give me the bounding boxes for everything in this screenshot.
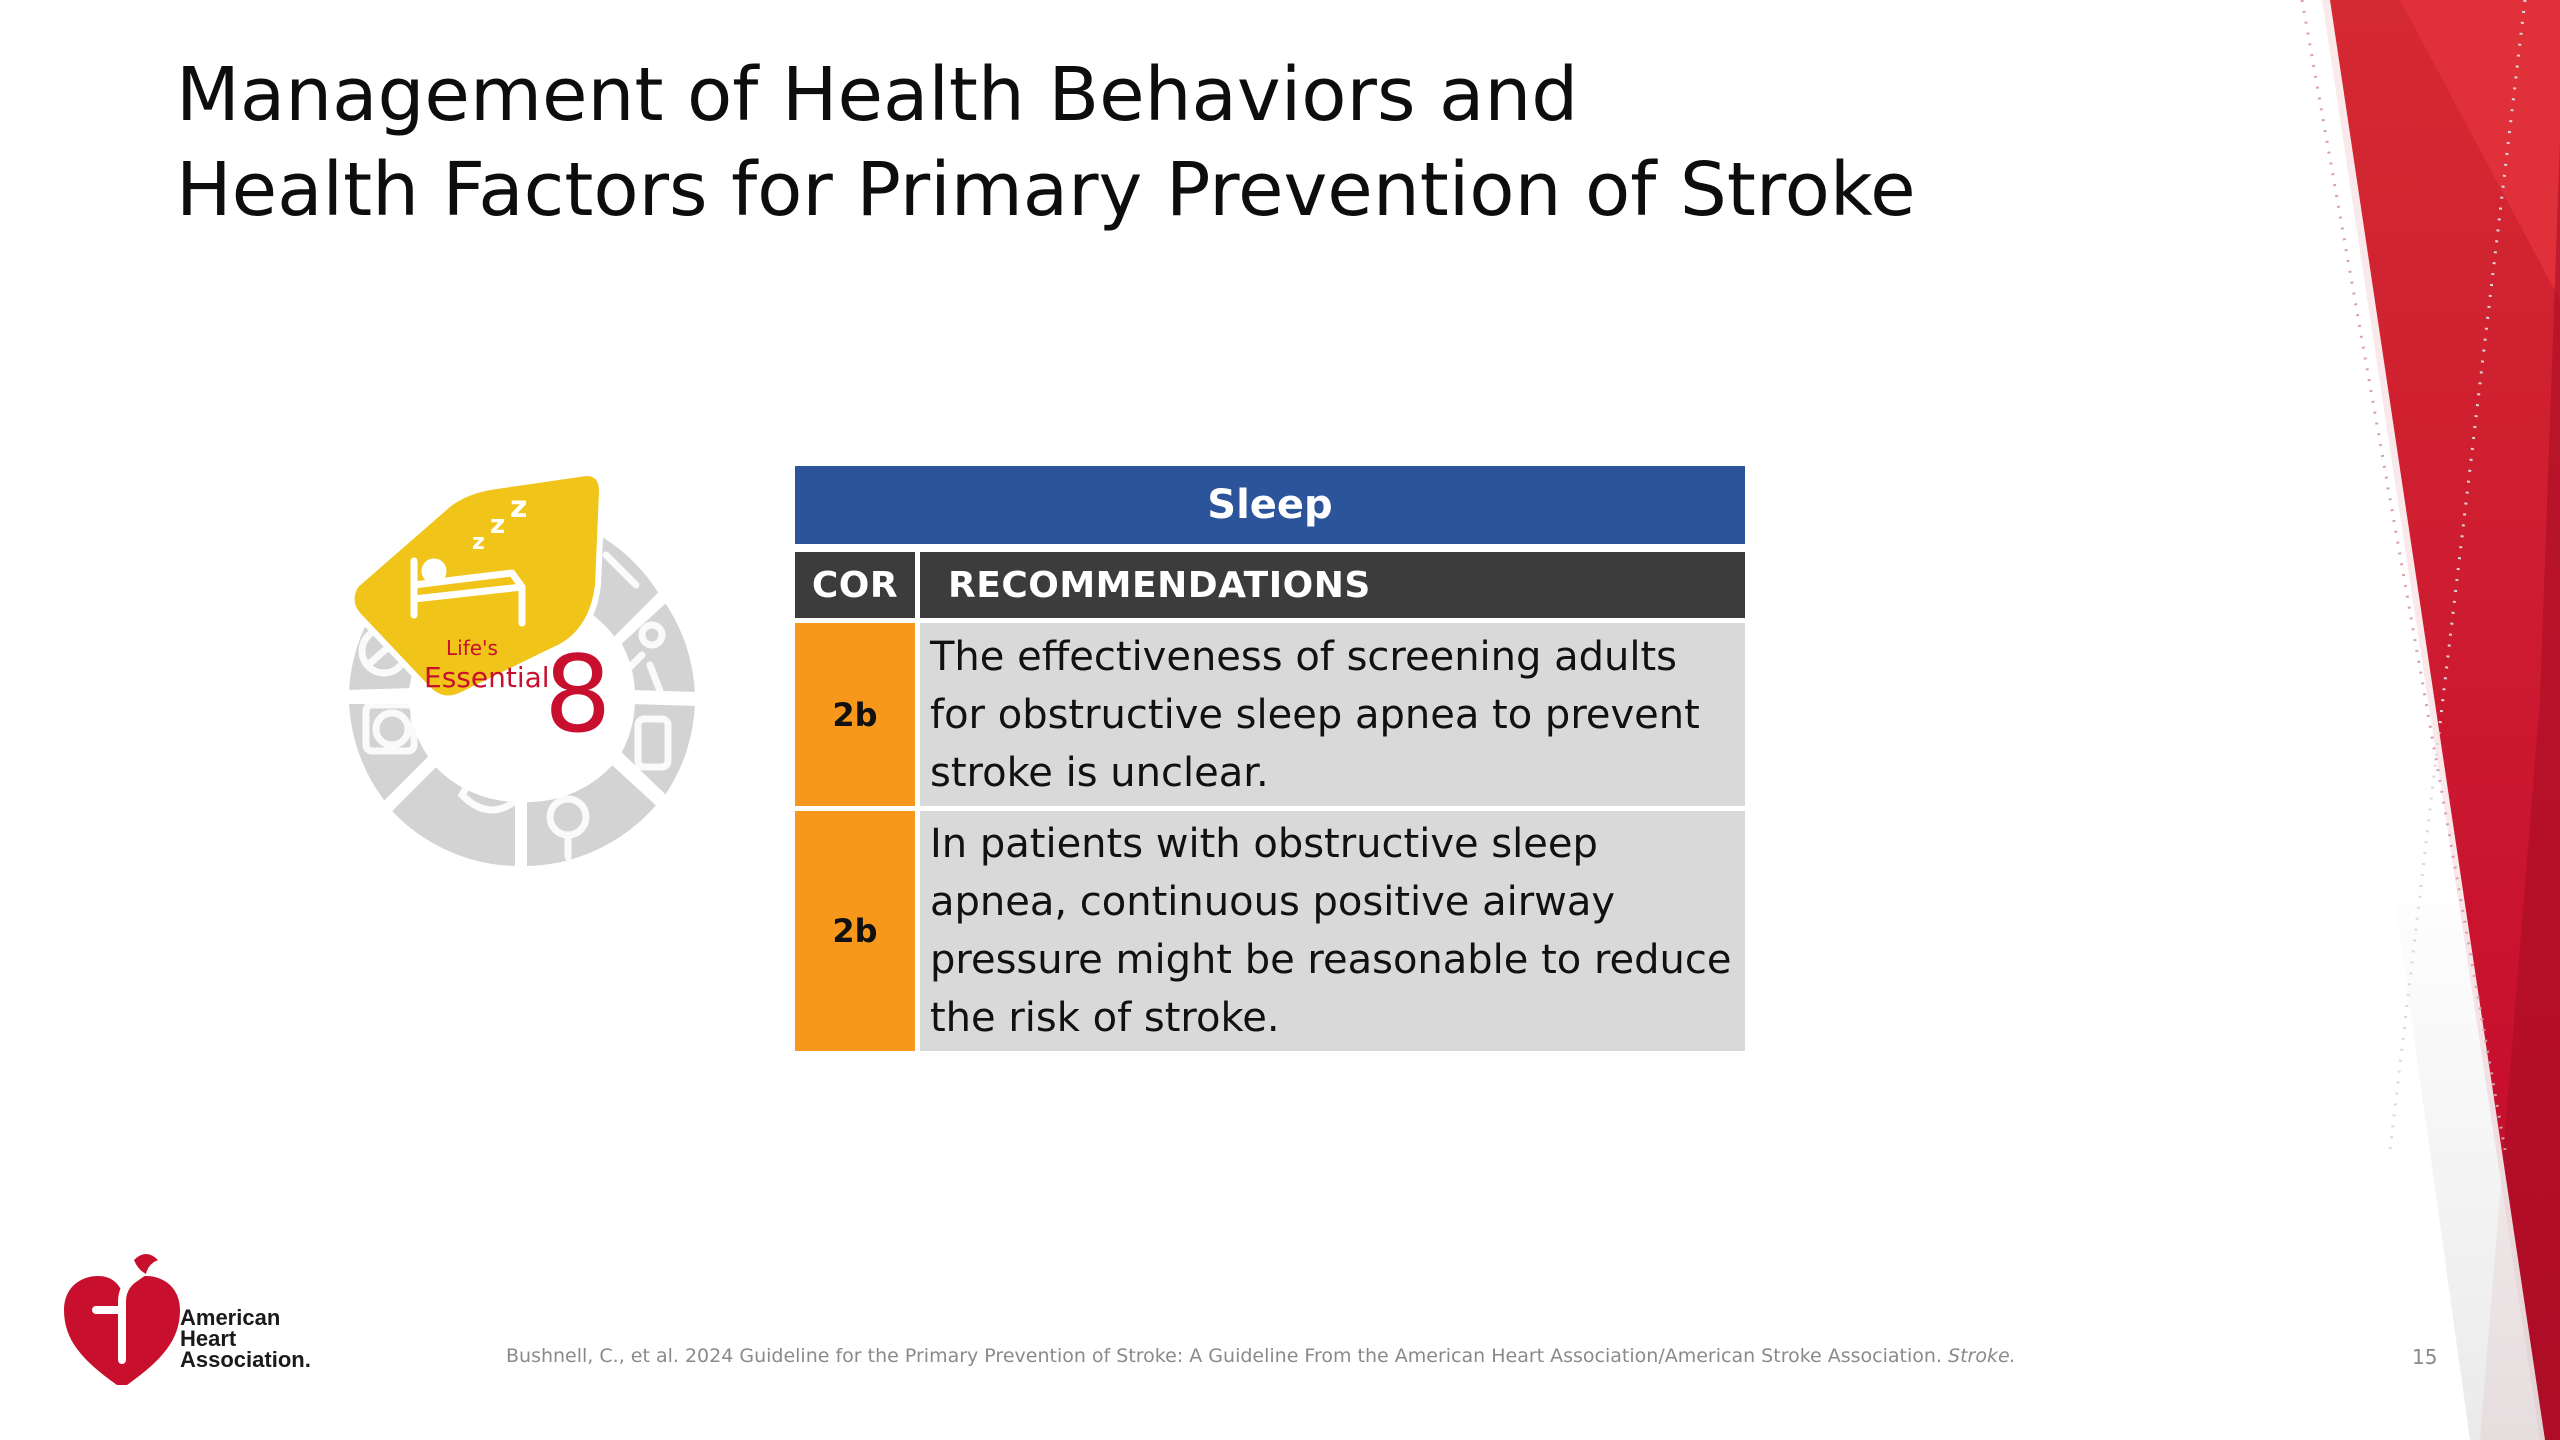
citation (506, 1345, 2016, 1367)
aha-wordmark-line-2: Heart (180, 1326, 237, 1351)
svg-text:z: z (472, 530, 485, 555)
badge-numeral: 8 (544, 633, 612, 756)
aha-wordmark-line-1: American (180, 1305, 281, 1330)
lifes-essential-8-badge (322, 465, 722, 885)
torch-flame-icon (134, 1254, 158, 1274)
recommendations-table (795, 466, 1745, 1056)
table-header-sleep: Sleep (795, 466, 1745, 552)
recommendation-text: In patients with obstructive sleep apnea, continuous positive airway pressure might be reasonable to reduce the risk of stroke. (920, 811, 1745, 1056)
aha-wordmark-line-3: Association. (180, 1347, 311, 1372)
citation-journal: Stroke. (1948, 1345, 2016, 1367)
slide-title (176, 48, 2076, 238)
svg-text:z: z (490, 510, 506, 540)
badge-large-text: Essential (424, 661, 550, 694)
column-header-cor: COR (795, 552, 920, 623)
badge-small-text: Life's (446, 636, 498, 660)
svg-text:z: z (510, 490, 528, 525)
cor-value: 2b (795, 623, 920, 811)
recommendation-text: The effectiveness of screening adults for obstructive sleep apnea to prevent stroke is unclear. (920, 623, 1745, 811)
cor-value: 2b (795, 811, 920, 1056)
citation-text: Bushnell, C., et al. 2024 Guideline for the Primary Prevention of Stroke: A Guideline From the American Heart Association/American Stroke Association. (506, 1345, 1949, 1367)
page-number: 15 (2412, 1345, 2438, 1369)
corner-decoration (2270, 0, 2560, 1440)
column-header-recommendations: RECOMMENDATIONS (920, 552, 1745, 623)
aha-wordmark (180, 1307, 311, 1370)
title-line-1: Management of Health Behaviors and (176, 52, 1579, 138)
table-row (795, 811, 1745, 1056)
table-row (795, 623, 1745, 811)
title-line-2: Health Factors for Primary Prevention of Stroke (176, 147, 1916, 233)
